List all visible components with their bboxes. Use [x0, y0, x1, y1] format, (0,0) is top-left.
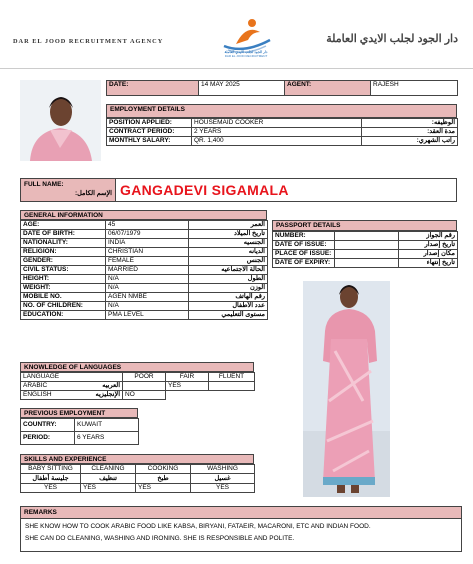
table-cell: INDIA — [106, 239, 189, 248]
table-cell: DATE OF EXPIRY: — [273, 259, 335, 268]
table-cell — [335, 232, 399, 241]
table-cell: YES — [81, 484, 136, 493]
table-row — [21, 239, 268, 248]
table-cell: مستوى التعليمي — [189, 311, 268, 320]
table-cell: الطول — [189, 275, 268, 284]
table-cell: AGEN NMBE — [106, 293, 189, 302]
table-cell — [335, 241, 399, 250]
table-cell — [209, 391, 255, 400]
table-row — [273, 259, 458, 268]
date-agent-table — [106, 80, 458, 96]
table-cell: FLUENT — [209, 373, 255, 382]
agent-value: RAJESH — [371, 81, 458, 96]
table-cell: PMA LEVEL — [106, 311, 189, 320]
table-row — [21, 275, 268, 284]
table-cell: CHRISTIAN — [106, 248, 189, 257]
table-cell: رقم الهاتف — [189, 293, 268, 302]
table-cell: POSITION APPLIED: — [107, 119, 192, 128]
table-cell — [123, 382, 166, 391]
table-cell: الجنس — [189, 257, 268, 266]
table-row — [273, 241, 458, 250]
table-cell: KUWAIT — [75, 419, 139, 432]
table-row — [21, 484, 255, 493]
fullname-label-ar: الإسم الكامل: — [74, 190, 112, 197]
languages-table — [20, 372, 255, 400]
table-cell — [209, 382, 255, 391]
table-row — [21, 311, 268, 320]
table-cell: 45 — [106, 221, 189, 230]
passport-header: PASSPORT DETAILS — [272, 220, 457, 231]
logo-caption-ar: دار الجود لجلب الايدي العاملة — [224, 50, 268, 54]
table-cell: MARRIED — [106, 266, 189, 275]
table-cell: NUMBER: — [273, 232, 335, 241]
table-cell: MOBILE NO. — [21, 293, 106, 302]
table-cell: FAIR — [166, 373, 209, 382]
table-row — [107, 128, 458, 137]
table-cell: العمر — [189, 221, 268, 230]
table-cell: N/A — [106, 302, 189, 311]
general-table — [20, 220, 268, 320]
table-cell: RELIGION: — [21, 248, 106, 257]
table-cell: الديانه — [189, 248, 268, 257]
table-cell: DATE OF ISSUE: — [273, 241, 335, 250]
table-cell: NO — [123, 391, 166, 400]
table-cell: تاريخ إصدار — [399, 241, 458, 250]
fullname-value: GANGADEVI SIGAMALA — [120, 182, 289, 198]
table-cell: الإنجليزيه — [93, 391, 123, 400]
table-cell: الجنسيه — [189, 239, 268, 248]
table-cell: GENDER: — [21, 257, 106, 266]
date-label: DATE: — [107, 81, 199, 96]
table-cell: N/A — [106, 275, 189, 284]
table-cell: CONTRACT PERIOD: — [107, 128, 192, 137]
table-cell: تنظيف — [81, 474, 136, 484]
table-row — [21, 474, 255, 484]
table-cell: NO. OF CHILDREN: — [21, 302, 106, 311]
table-cell: HOUSEMAID COOKER — [192, 119, 362, 128]
table-cell: YES — [136, 484, 191, 493]
table-cell: تاريخ الميلاد — [189, 230, 268, 239]
general-header: GENERAL INFORMATION — [20, 210, 267, 220]
portrait-photo — [20, 80, 101, 161]
fullname-block — [20, 178, 457, 202]
table-row — [21, 302, 268, 311]
table-cell: جليسة أطفال — [21, 474, 81, 484]
remarks-header: REMARKS — [20, 506, 462, 519]
table-cell: MONTHLY SALARY: — [107, 137, 192, 146]
table-cell: COOKING — [136, 465, 191, 474]
table-cell: رقم الجواز — [399, 232, 458, 241]
remarks-box — [20, 519, 462, 552]
table-row — [21, 419, 139, 432]
employment-header: EMPLOYMENT DETAILS — [106, 104, 457, 118]
table-row — [21, 284, 268, 293]
skills-header: SKILLS AND EXPERIENCE — [20, 454, 254, 464]
remarks-line-1: SHE KNOW HOW TO COOK ARABIC FOOD LIKE KABSA, BIRYANI, FATAEIR, MACARONI, ETC AND INDIAN FOOD. — [25, 523, 371, 530]
table-cell: الوظيفه: — [362, 119, 458, 128]
table-row — [107, 119, 458, 128]
table-cell: راتب الشهري: — [362, 137, 458, 146]
fullname-label-en: FULL NAME: — [24, 181, 64, 188]
table-row — [21, 373, 255, 382]
table-cell: BABY SITTING — [21, 465, 81, 474]
table-row — [21, 432, 139, 445]
table-row — [21, 382, 255, 391]
table-cell: PLACE OF ISSUE: — [273, 250, 335, 259]
skills-table — [20, 464, 255, 493]
table-cell: POOR — [123, 373, 166, 382]
previous-header: PREVIOUS EMPLOYMENT — [20, 408, 138, 418]
table-cell: CLEANING — [81, 465, 136, 474]
agency-name-en: DAR EL JOOD RECRUITMENT AGENCY — [13, 38, 164, 45]
table-cell: YES — [191, 484, 255, 493]
header-divider — [0, 68, 473, 69]
table-cell: غسيل — [191, 474, 255, 484]
table-row — [21, 221, 268, 230]
table-cell — [335, 259, 399, 268]
table-cell: الحالة الاجتماعيه — [189, 266, 268, 275]
table-cell: HEIGHT: — [21, 275, 106, 284]
table-cell: NATIONALITY: — [21, 239, 106, 248]
table-cell: تاريخ إنتهاء — [399, 259, 458, 268]
table-row — [21, 248, 268, 257]
languages-header: KNOWLEDGE OF LANGUAGES — [20, 362, 254, 372]
table-cell: العربيه — [93, 382, 123, 391]
employment-table — [106, 118, 458, 146]
table-row — [273, 232, 458, 241]
table-cell: AGE: — [21, 221, 106, 230]
table-cell: LANGUAGE — [21, 373, 123, 382]
passport-table — [272, 231, 458, 268]
table-row — [21, 230, 268, 239]
table-cell: الوزن — [189, 284, 268, 293]
table-row — [273, 250, 458, 259]
table-row — [21, 391, 255, 400]
date-value: 14 MAY 2025 — [199, 81, 285, 96]
table-cell: مكان إصدار — [399, 250, 458, 259]
table-cell: DATE OF BIRTH: — [21, 230, 106, 239]
agency-logo — [216, 14, 276, 58]
table-cell: PERIOD: — [21, 432, 75, 445]
table-cell: 06/07/1979 — [106, 230, 189, 239]
table-row — [107, 137, 458, 146]
agent-label: AGENT: — [285, 81, 371, 96]
table-cell: WEIGHT: — [21, 284, 106, 293]
table-cell: YES — [21, 484, 81, 493]
table-cell: مدة العقد: — [362, 128, 458, 137]
table-cell — [166, 391, 209, 400]
table-cell: COUNTRY: — [21, 419, 75, 432]
table-row — [21, 465, 255, 474]
table-cell: عدد الأطفال — [189, 302, 268, 311]
table-cell: WASHING — [191, 465, 255, 474]
table-cell: CIVIL STATUS: — [21, 266, 106, 275]
table-row — [21, 293, 268, 302]
table-row — [21, 257, 268, 266]
logo-caption-en: DAR EL JOOD RECRUITMENT — [224, 54, 268, 58]
table-cell: YES — [166, 382, 209, 391]
table-cell: N/A — [106, 284, 189, 293]
previous-table — [20, 418, 139, 445]
table-cell: 2 YEARS — [192, 128, 362, 137]
table-cell: طبخ — [136, 474, 191, 484]
table-row — [21, 266, 268, 275]
table-cell: ENGLISH — [21, 391, 93, 400]
table-cell: FEMALE — [106, 257, 189, 266]
agency-name-ar: دار الجود لجلب الايدي العاملة — [326, 33, 458, 45]
table-cell — [335, 250, 399, 259]
table-cell: ARABIC — [21, 382, 93, 391]
table-cell: 6 YEARS — [75, 432, 139, 445]
remarks-line-2: SHE CAN DO CLEANING, WASHING AND IRONING. SHE IS RESPONSIBLE AND POLITE. — [25, 535, 295, 542]
table-cell: QR. 1,400 — [192, 137, 362, 146]
table-cell: EDUCATION: — [21, 311, 106, 320]
full-body-photo — [303, 281, 390, 497]
